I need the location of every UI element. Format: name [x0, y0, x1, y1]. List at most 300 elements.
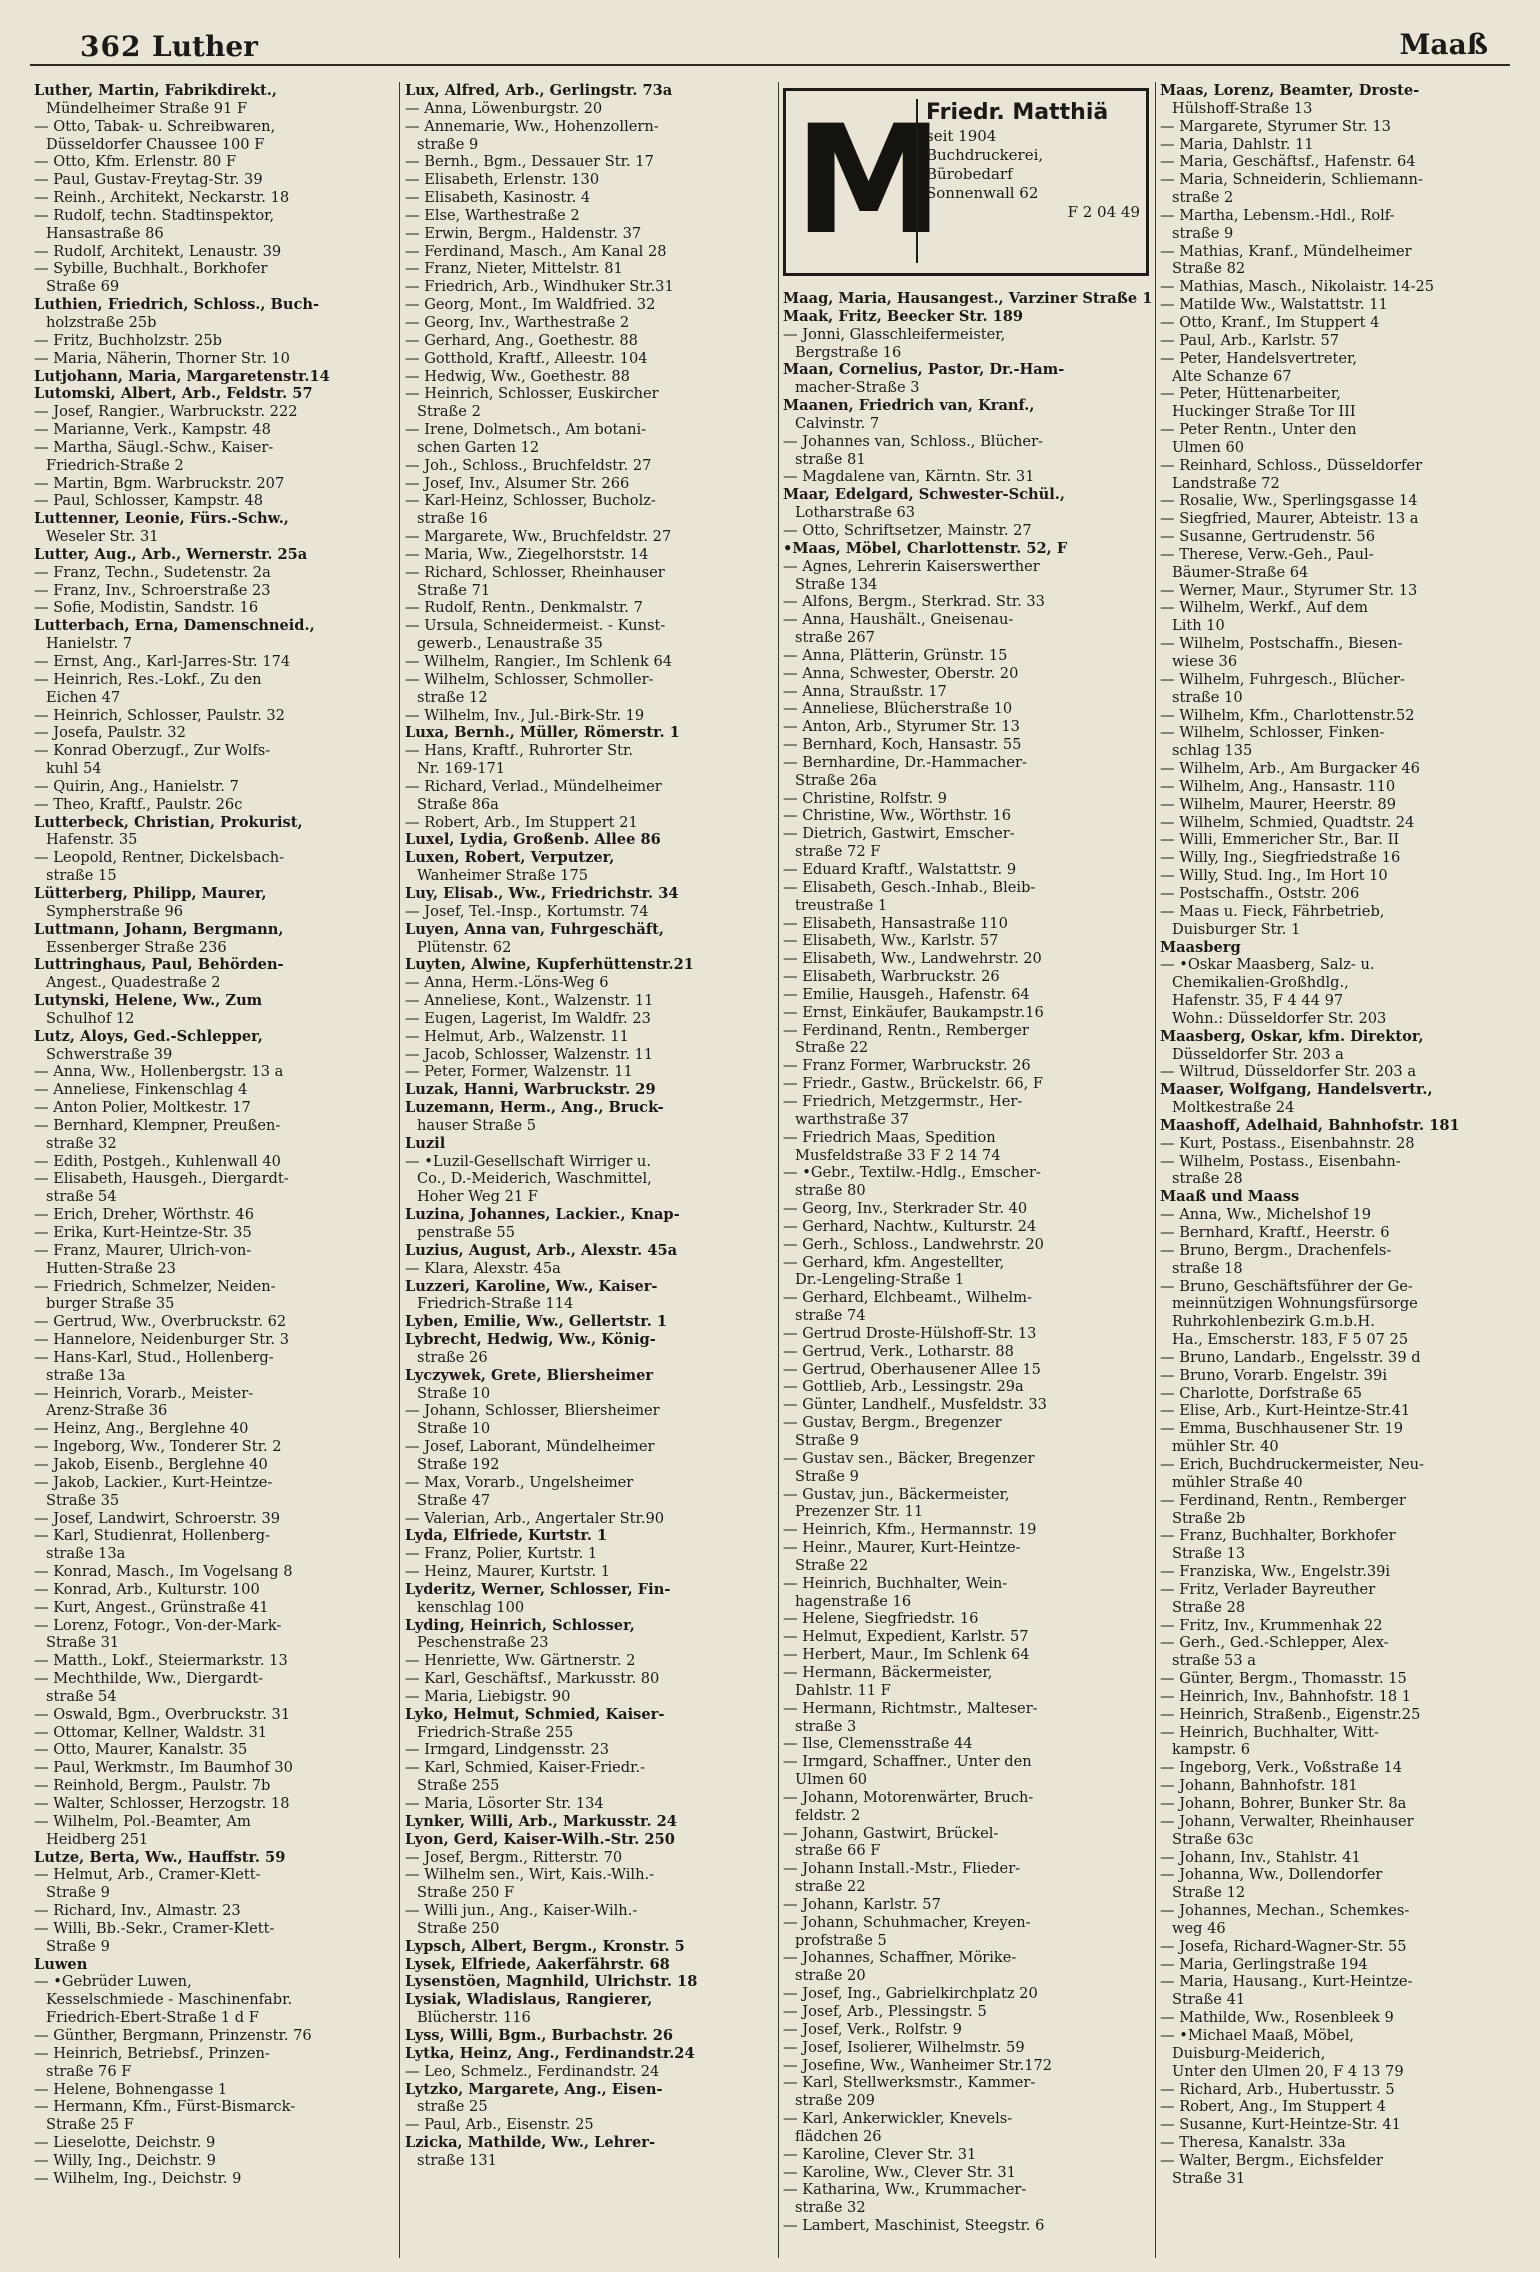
column-divider: [778, 82, 779, 2258]
directory-entry-line: Hafenstr. 35, F 4 44 97: [1172, 992, 1344, 1010]
directory-entry-line: — Richard, Verlad., Mündelheimer: [405, 777, 662, 795]
directory-entry-line: — Wilhelm, Postass., Eisenbahn-: [1160, 1152, 1401, 1170]
directory-entry-line: flädchen 26: [795, 2127, 882, 2145]
directory-entry-line: — Lieselotte, Deichstr. 9: [34, 2134, 216, 2152]
directory-entry-line: — Elisabeth, Hausgeh., Diergardt-: [34, 1170, 289, 1188]
directory-entry-line: Luzak, Hanni, Warbruckstr. 29: [405, 1081, 656, 1099]
directory-entry-line: — Ernst, Ang., Karl-Jarres-Str. 174: [34, 653, 291, 670]
directory-entry-line: — Josefa, Paulstr. 32: [34, 724, 186, 742]
directory-entry-line: Straße 192: [417, 1455, 500, 1473]
directory-entry-line: — Gottlieb, Arb., Lessingstr. 29a: [783, 1378, 1024, 1396]
directory-entry-line: — Otto, Tabak- u. Schreibwaren,: [34, 117, 276, 135]
directory-entry-line: — Bruno, Geschäftsführer der Ge-: [1160, 1277, 1413, 1295]
directory-entry-line: — Matilde Ww., Walstattstr. 11: [1160, 296, 1388, 314]
directory-entry-line: — Maria, Ww., Ziegelhorststr. 14: [405, 545, 649, 563]
directory-entry-line: Hoher Weg 21 F: [417, 1188, 538, 1206]
directory-entry-line: Maas, Lorenz, Beamter, Droste-: [1160, 82, 1420, 99]
directory-entry-line: — Irmgard, Schaffner., Unter den: [783, 1753, 1032, 1771]
directory-entry-line: — Franz, Buchhalter, Borkhofer: [1160, 1527, 1396, 1545]
directory-entry-line: Bäumer-Straße 64: [1172, 563, 1309, 581]
advertisement-box: [783, 88, 1149, 276]
directory-entry-line: — Gerhard, Ang., Goethestr. 88: [405, 331, 638, 349]
directory-entry-line: Ruhrkohlenbezirk G.m.b.H.: [1172, 1313, 1375, 1331]
directory-entry-line: straße 131: [417, 2151, 497, 2169]
directory-entry-line: — Johannes, Schaffner, Mörike-: [783, 1949, 1017, 1967]
directory-entry-line: — Franz Former, Warbruckstr. 26: [783, 1057, 1031, 1075]
directory-entry-line: straße 209: [795, 2092, 875, 2110]
directory-entry-line: — Franz, Inv., Schroerstraße 23: [34, 581, 271, 599]
directory-entry-line: — Johann, Karlstr. 57: [783, 1895, 941, 1913]
directory-entry-line: — Heinrich, Schlosser, Euskircher: [405, 385, 659, 403]
directory-entry-line: Düsseldorfer Chaussee 100 F: [46, 135, 265, 153]
directory-entry-line: straße 76 F: [46, 2062, 132, 2080]
directory-entry-line: — Reinh., Architekt, Neckarstr. 18: [34, 189, 290, 207]
directory-entry-line: — Willy, Ing., Deichstr. 9: [34, 2151, 216, 2169]
directory-entry-line: Straße 28: [1172, 1598, 1246, 1616]
directory-entry-line: •Maas, Möbel, Charlottenstr. 52, F: [783, 539, 1068, 557]
directory-entry-line: — Eduard Kraftf., Walstattstr. 9: [783, 861, 1017, 878]
directory-entry-line: — Kurt, Angest., Grünstraße 41: [34, 1598, 269, 1616]
directory-entry-line: — Bernh., Bgm., Dessauer Str. 17: [405, 153, 654, 171]
directory-entry-line: — Emilie, Hausgeh., Hafenstr. 64: [783, 985, 1030, 1003]
directory-entry-line: Heidberg 251: [46, 1830, 149, 1848]
directory-entry-line: straße 81: [795, 450, 866, 468]
directory-entry-line: Kesselschmiede - Maschinenfabr.: [46, 1991, 293, 2009]
directory-entry-line: Duisburger Str. 1: [1172, 920, 1301, 938]
directory-entry-line: — Therese, Verw.-Geh., Paul-: [1160, 545, 1374, 563]
directory-entry-line: — Johann, Inv., Stahlstr. 41: [1160, 1848, 1361, 1866]
directory-entry-line: — Johann, Verwalter, Rheinhauser: [1160, 1812, 1414, 1830]
directory-entry-line: Chemikalien-Großhdlg.,: [1172, 974, 1349, 992]
directory-entry-line: Dr.-Lengeling-Straße 1: [795, 1271, 965, 1289]
directory-entry-line: — Irmgard, Lindgensstr. 23: [405, 1741, 609, 1759]
directory-entry-line: Huckinger Straße Tor III: [1172, 403, 1356, 421]
directory-entry-line: Luyen, Anna van, Fuhrgeschäft,: [405, 920, 664, 938]
directory-entry-line: Maasberg: [1160, 938, 1241, 956]
running-head-right: Maaß: [1399, 28, 1488, 61]
directory-entry-line: — Ferdinand, Rentn., Remberger: [1160, 1491, 1406, 1509]
directory-entry-line: — Joh., Schloss., Bruchfeldstr. 27: [405, 456, 652, 474]
directory-entry-line: — Anna, Plätterin, Grünstr. 15: [783, 646, 1008, 664]
directory-entry-line: — Anneliese, Finkenschlag 4: [34, 1081, 248, 1099]
directory-entry-line: Luzius, August, Arb., Alexstr. 45a: [405, 1241, 678, 1259]
directory-entry-line: — Christine, Rolfstr. 9: [783, 789, 947, 807]
directory-entry-line: — Jonni, Glasschleifermeister,: [783, 325, 1006, 343]
directory-entry-line: — Hermann, Kfm., Fürst-Bismarck-: [34, 2098, 296, 2116]
directory-entry-line: — Willi jun., Ang., Kaiser-Wilh.-: [405, 1902, 638, 1920]
directory-entry-line: — Werner, Maur., Styrumer Str. 13: [1160, 581, 1418, 599]
directory-entry-line: straße 2: [1172, 189, 1234, 207]
directory-entry-line: — Ottomar, Kellner, Waldstr. 31: [34, 1723, 268, 1741]
directory-entry-line: Luyten, Alwine, Kupferhüttenstr.21: [405, 956, 694, 974]
directory-entry-line: Lypsch, Albert, Bergm., Kronstr. 5: [405, 1937, 685, 1955]
directory-entry-line: — Konrad, Masch., Im Vogelsang 8: [34, 1563, 293, 1581]
directory-entry-line: — Maria, Dahlstr. 11: [1160, 135, 1314, 153]
directory-entry-line: Maak, Fritz, Beecker Str. 189: [783, 307, 1024, 325]
directory-entry-line: — Paul, Arb., Karlstr. 57: [1160, 331, 1340, 349]
directory-entry-line: — Wiltrud, Düsseldorfer Str. 203 a: [1160, 1063, 1417, 1081]
directory-entry-line: Maag, Maria, Hausangest., Varziner Straße 1: [783, 290, 1153, 307]
directory-entry-line: — Elisabeth, Ww., Landwehrstr. 20: [783, 950, 1042, 968]
directory-entry-line: Straße 86a: [417, 795, 499, 813]
directory-entry-line: — Johanna, Ww., Dollendorfer: [1160, 1866, 1383, 1884]
directory-entry-line: — Heinrich, Betriebsf., Prinzen-: [34, 2044, 270, 2062]
directory-entry-line: — Max, Vorarb., Ungelsheimer: [405, 1473, 634, 1491]
directory-entry-line: — Karl, Geschäftsf., Markusstr. 80: [405, 1670, 660, 1688]
directory-entry-line: straße 26: [417, 1348, 488, 1366]
directory-entry-line: Luzina, Johannes, Lackier., Knap-: [405, 1206, 680, 1224]
directory-entry-line: — •Oskar Maasberg, Salz- u.: [1160, 956, 1375, 974]
directory-entry-line: Straße 10: [417, 1384, 491, 1402]
directory-entry-line: Hülshoff-Straße 13: [1172, 99, 1313, 117]
directory-entry-line: — Eugen, Lagerist, Im Waldfr. 23: [405, 1009, 651, 1027]
directory-entry-line: Lutomski, Albert, Arb., Feldstr. 57: [34, 385, 313, 403]
directory-entry-line: Ulmen 60: [1172, 438, 1245, 456]
directory-column-2: [405, 82, 775, 2258]
directory-entry-line: feldstr. 2: [795, 1806, 861, 1824]
directory-entry-line: straße 9: [1172, 224, 1234, 242]
directory-entry-line: Lybrecht, Hedwig, Ww., König-: [405, 1331, 656, 1349]
directory-entry-line: — Sybille, Buchhalt., Borkhofer: [34, 260, 268, 278]
directory-entry-line: kuhl 54: [46, 760, 102, 778]
directory-entry-line: — Gustav sen., Bäcker, Bregenzer: [783, 1449, 1035, 1467]
directory-entry-line: — Anna, Ww., Hollenbergstr. 13 a: [34, 1063, 284, 1081]
directory-entry-line: Straße 9: [795, 1432, 859, 1449]
directory-entry-line: straße 22: [795, 1878, 866, 1896]
directory-entry-line: — Elisabeth, Erlenstr. 130: [405, 171, 600, 189]
directory-entry-line: — Dietrich, Gastwirt, Emscher-: [783, 825, 1015, 843]
directory-entry-line: — Josef, Tel.-Insp., Kortumstr. 74: [405, 902, 649, 920]
directory-entry-line: Musfeldstraße 33 F 2 14 74: [795, 1146, 1001, 1164]
directory-entry-line: Lutz, Aloys, Ged.-Schlepper,: [34, 1027, 263, 1045]
directory-entry-line: Straße 2: [417, 403, 481, 421]
directory-entry-line: — Mathias, Masch., Nikolaistr. 14-25: [1160, 278, 1435, 296]
directory-entry-line: — Mechthilde, Ww., Diergardt-: [34, 1670, 264, 1688]
directory-entry-line: — Helmut, Arb., Walzenstr. 11: [405, 1027, 629, 1045]
directory-entry-line: Alte Schanze 67: [1172, 367, 1292, 385]
directory-entry-line: — Anneliese, Blücherstraße 10: [783, 700, 1013, 718]
directory-entry-line: Straße 82: [1172, 260, 1246, 278]
directory-entry-line: — Wilhelm, Ang., Hansastr. 110: [1160, 777, 1396, 795]
directory-entry-line: meinnützigen Wohnungsfürsorge: [1172, 1295, 1418, 1313]
directory-entry-line: — Peter, Hüttenarbeiter,: [1160, 385, 1341, 403]
directory-entry-line: Lysiak, Wladislaus, Rangierer,: [405, 1991, 653, 2009]
directory-entry-line: — Maria, Schneiderin, Schliemann-: [1160, 171, 1423, 189]
directory-entry-line: Luthien, Friedrich, Schloss., Buch-: [34, 296, 320, 314]
directory-entry-line: Wohn.: Düsseldorfer Str. 203: [1172, 1009, 1387, 1027]
directory-entry-line: — Christine, Ww., Wörthstr. 16: [783, 807, 1012, 825]
directory-entry-line: — Georg, Mont., Im Waldfried. 32: [405, 296, 656, 314]
directory-entry-line: holzstraße 25b: [46, 313, 157, 331]
directory-entry-line: — Heinrich, Kfm., Hermannstr. 19: [783, 1521, 1037, 1539]
directory-entry-line: Lyko, Helmut, Schmied, Kaiser-: [405, 1705, 665, 1723]
directory-entry-line: — Gerhard, kfm. Angestellter,: [783, 1253, 1005, 1271]
directory-entry-line: — Gertrud, Ww., Overbruckstr. 62: [34, 1313, 287, 1331]
directory-entry-line: — Wilhelm, Fuhrgesch., Blücher-: [1160, 670, 1405, 688]
directory-entry-line: — Bruno, Landarb., Engelsstr. 39 d: [1160, 1348, 1421, 1366]
directory-entry-line: Maashoff, Adelhaid, Bahnhofstr. 181: [1160, 1116, 1460, 1134]
directory-entry-line: Prezenzer Str. 11: [795, 1503, 924, 1521]
directory-entry-line: — Elise, Arb., Kurt-Heintze-Str.41: [1160, 1402, 1411, 1420]
directory-entry-line: — Johann, Schuhmacher, Kreyen-: [783, 1913, 1031, 1931]
directory-entry-line: treustraße 1: [795, 896, 888, 914]
directory-entry-line: — Hermann, Bäckermeister,: [783, 1663, 993, 1681]
directory-entry-line: — •Michael Maaß, Möbel,: [1160, 2026, 1355, 2044]
directory-entry-line: — Gustav, Bergm., Bregenzer: [783, 1414, 1002, 1432]
directory-entry-line: — Otto, Kfm. Erlenstr. 80 F: [34, 153, 237, 171]
directory-entry-line: — Franziska, Ww., Engelstr.39i: [1160, 1563, 1391, 1581]
directory-entry-line: — Leopold, Rentner, Dickelsbach-: [34, 849, 285, 867]
directory-entry-line: — Gertrud, Verk., Lotharstr. 88: [783, 1342, 1014, 1360]
directory-entry-line: — Alfons, Bergm., Sterkrad. Str. 33: [783, 593, 1045, 611]
directory-entry-line: — Günter, Bergm., Thomasstr. 15: [1160, 1670, 1407, 1688]
directory-entry-line: Lutterbeck, Christian, Prokurist,: [34, 813, 303, 831]
directory-entry-line: macher-Straße 3: [795, 379, 920, 397]
directory-entry-line: straße 12: [417, 688, 488, 706]
directory-entry-line: straße 18: [1172, 1259, 1243, 1277]
directory-entry-line: Lysek, Elfriede, Aakerfährstr. 68: [405, 1955, 670, 1973]
directory-entry-line: — Robert, Ang., Im Stuppert 4: [1160, 2098, 1386, 2116]
directory-entry-line: — Karoline, Clever Str. 31: [783, 2145, 977, 2163]
directory-entry-line: straße 13a: [46, 1545, 126, 1563]
directory-entry-line: — Elisabeth, Gesch.-Inhab., Bleib-: [783, 878, 1036, 896]
directory-entry-line: straße 10: [1172, 688, 1243, 706]
directory-entry-line: — Johann Install.-Mstr., Flieder-: [783, 1860, 1021, 1878]
directory-entry-line: — Johann, Bohrer, Bunker Str. 8a: [1160, 1795, 1407, 1812]
directory-entry-line: — Charlotte, Dorfstraße 65: [1160, 1384, 1363, 1402]
directory-entry-line: straße 25: [417, 2098, 488, 2116]
directory-entry-line: Lutze, Berta, Ww., Hauffstr. 59: [34, 1848, 286, 1866]
directory-entry-line: Ha., Emscherstr. 183, F 5 07 25: [1172, 1331, 1409, 1349]
directory-entry-line: kenschlag 100: [417, 1598, 525, 1616]
directory-entry-line: kampstr. 6: [1172, 1741, 1251, 1759]
directory-entry-line: — Karoline, Ww., Clever Str. 31: [783, 2163, 1016, 2181]
directory-entry-line: Friedrich-Straße 255: [417, 1723, 574, 1741]
directory-entry-line: Lux, Alfred, Arb., Gerlingstr. 73a: [405, 82, 673, 99]
directory-entry-line: Straße 63c: [1172, 1830, 1254, 1848]
directory-entry-line: straße 20: [795, 1967, 866, 1985]
directory-entry-line: — Rudolf, Rentn., Denkmalstr. 7: [405, 599, 643, 617]
directory-entry-line: — Franz, Maurer, Ulrich-von-: [34, 1241, 252, 1259]
directory-entry-line: — Helmut, Expedient, Karlstr. 57: [783, 1628, 1029, 1646]
directory-entry-line: warthstraße 37: [795, 1110, 910, 1128]
directory-entry-line: Maaser, Wolfgang, Handelsvertr.,: [1160, 1081, 1433, 1099]
directory-entry-line: — Agnes, Lehrerin Kaiserswerther: [783, 557, 1040, 575]
directory-entry-line: — Ursula, Schneidermeist. - Kunst-: [405, 617, 666, 635]
directory-entry-line: — Johann, Bahnhofstr. 181: [1160, 1777, 1358, 1795]
directory-entry-line: Lyben, Emilie, Ww., Gellertstr. 1: [405, 1313, 668, 1331]
directory-entry-line: — Gustav, jun., Bäckermeister,: [783, 1485, 1010, 1503]
directory-entry-line: Bergstraße 16: [795, 343, 902, 361]
directory-entry-line: mühler Str. 40: [1172, 1438, 1279, 1456]
directory-entry-line: Wanheimer Straße 175: [417, 867, 589, 885]
directory-entry-line: Schwerstraße 39: [46, 1045, 173, 1063]
directory-entry-line: straße 74: [795, 1307, 866, 1325]
directory-entry-line: — Georg, Inv., Sterkrader Str. 40: [783, 1200, 1028, 1218]
directory-entry-line: wiese 36: [1172, 653, 1238, 670]
directory-entry-line: — Heinz, Maurer, Kurtstr. 1: [405, 1563, 611, 1581]
directory-entry-line: — Paul, Arb., Eisenstr. 25: [405, 2116, 594, 2134]
directory-entry-line: Luzzeri, Karoline, Ww., Kaiser-: [405, 1277, 658, 1295]
directory-entry-line: — Anton, Arb., Styrumer Str. 13: [783, 718, 1020, 736]
directory-entry-line: — Reinhold, Bergm., Paulstr. 7b: [34, 1777, 271, 1795]
ad-line: seit 1904: [926, 127, 997, 145]
directory-entry-line: Lutter, Aug., Arb., Wernerstr. 25a: [34, 545, 308, 563]
directory-entry-line: Maasberg, Oskar, kfm. Direktor,: [1160, 1027, 1424, 1045]
directory-entry-line: — Friedrich, Metzgermstr., Her-: [783, 1092, 1023, 1110]
directory-entry-line: Hutten-Straße 23: [46, 1259, 176, 1277]
directory-entry-line: — Josef, Ing., Gabrielkirchplatz 20: [783, 1985, 1038, 2003]
directory-entry-line: — Erika, Kurt-Heintze-Str. 35: [34, 1224, 252, 1241]
directory-entry-line: — Gerh., Ged.-Schlepper, Alex-: [1160, 1634, 1389, 1652]
directory-entry-line: — Karl, Stellwerksmstr., Kammer-: [783, 2074, 1036, 2092]
directory-entry-line: Straße 250: [417, 1919, 500, 1937]
directory-entry-line: — Ingeborg, Ww., Tonderer Str. 2: [34, 1438, 282, 1456]
directory-entry-line: — Josef, Bergm., Ritterstr. 70: [405, 1848, 623, 1866]
directory-entry-line: — Johannes van, Schloss., Blücher-: [783, 432, 1043, 450]
directory-entry-line: — Reinhard, Schloss., Düsseldorfer: [1160, 456, 1423, 474]
directory-entry-line: — Paul, Schlosser, Kampstr. 48: [34, 492, 264, 510]
directory-entry-line: — Johann, Motorenwärter, Bruch-: [783, 1788, 1034, 1806]
ad-divider: [916, 99, 918, 263]
ad-company-name: Friedr. Matthiä: [926, 100, 1109, 125]
directory-entry-line: — Maria, Näherin, Thorner Str. 10: [34, 349, 290, 367]
directory-entry-line: — Josef, Verk., Rolfstr. 9: [783, 2020, 962, 2038]
directory-entry-line: straße 53 a: [1172, 1652, 1256, 1670]
directory-entry-line: — Mathias, Kranf., Mündelheimer: [1160, 242, 1412, 260]
directory-entry-line: — Heinrich, Vorarb., Meister-: [34, 1384, 254, 1402]
directory-entry-line: Straße 255: [417, 1777, 500, 1795]
directory-entry-line: — Walter, Schlosser, Herzogstr. 18: [34, 1795, 290, 1812]
directory-entry-line: — Bernhardine, Dr.-Hammacher-: [783, 753, 1027, 771]
directory-entry-line: — Robert, Arb., Im Stuppert 21: [405, 813, 638, 831]
directory-entry-line: — Theo, Kraftf., Paulstr. 26c: [34, 795, 243, 813]
directory-entry-line: — Richard, Arb., Hubertusstr. 5: [1160, 2080, 1395, 2098]
directory-entry-line: straße 72 F: [795, 843, 881, 861]
directory-entry-line: Hansastraße 86: [46, 224, 164, 242]
directory-entry-line: — Karl-Heinz, Schlosser, Bucholz-: [405, 492, 656, 510]
directory-entry-line: — Konrad, Arb., Kulturstr. 100: [34, 1580, 260, 1598]
directory-entry-line: Luzemann, Herm., Ang., Bruck-: [405, 1099, 664, 1117]
directory-entry-line: — Richard, Schlosser, Rheinhauser: [405, 563, 665, 581]
directory-entry-line: Lytka, Heinz, Ang., Ferdinandstr.24: [405, 2044, 695, 2062]
directory-entry-line: penstraße 55: [417, 1224, 516, 1241]
directory-entry-line: straße 54: [46, 1687, 117, 1705]
directory-entry-line: Friedrich-Straße 114: [417, 1295, 574, 1313]
directory-entry-line: — Ingeborg, Verk., Voßstraße 14: [1160, 1759, 1403, 1777]
directory-entry-line: Mündelheimer Straße 91 F: [46, 99, 248, 117]
directory-entry-line: — Gertrud, Oberhausener Allee 15: [783, 1360, 1041, 1378]
directory-entry-line: — Maria, Gerlingstraße 194: [1160, 1955, 1368, 1973]
directory-entry-line: — Magdalene van, Kärntn. Str. 31: [783, 468, 1035, 486]
directory-entry-line: — Anna, Haushält., Gneisenau-: [783, 611, 1014, 629]
directory-entry-line: — Elisabeth, Warbruckstr. 26: [783, 968, 1000, 986]
directory-entry-line: Landstraße 72: [1172, 474, 1280, 492]
directory-entry-line: — Jakob, Eisenb., Berglehne 40: [34, 1455, 268, 1473]
directory-entry-line: — Friedrich, Schmelzer, Neiden-: [34, 1277, 276, 1295]
directory-entry-line: Calvinstr. 7: [795, 414, 880, 432]
directory-entry-line: — Annemarie, Ww., Hohenzollern-: [405, 117, 659, 135]
directory-entry-line: — Valerian, Arb., Angertaler Str.90: [405, 1509, 665, 1527]
directory-entry-line: — Maria, Liebigstr. 90: [405, 1687, 571, 1705]
directory-entry-line: — Edith, Postgeh., Kuhlenwall 40: [34, 1152, 281, 1170]
directory-entry-line: Maar, Edelgard, Schwester-Schül.,: [783, 486, 1065, 504]
directory-entry-line: Duisburg-Meiderich,: [1172, 2044, 1326, 2062]
running-head-left: Luther: [152, 30, 258, 63]
directory-entry-line: Arenz-Straße 36: [46, 1402, 168, 1420]
directory-entry-line: Maanen, Friedrich van, Kranf.,: [783, 397, 1035, 415]
directory-entry-line: — Lorenz, Fotogr., Von-der-Mark-: [34, 1616, 282, 1634]
directory-entry-line: — Anna, Herm.-Löns-Weg 6: [405, 974, 609, 992]
directory-entry-line: Luxa, Bernh., Müller, Römerstr. 1: [405, 724, 680, 742]
directory-entry-line: — Hannelore, Neidenburger Str. 3: [34, 1331, 289, 1349]
directory-entry-line: — Josef, Landwirt, Schroerstr. 39: [34, 1509, 281, 1527]
directory-entry-line: — Wilhelm, Schmied, Quadtstr. 24: [1160, 813, 1415, 831]
directory-entry-line: straße 13a: [46, 1366, 126, 1384]
directory-entry-line: Lith 10: [1172, 617, 1225, 635]
directory-entry-line: — Hedwig, Ww., Goethestr. 88: [405, 367, 630, 385]
directory-entry-line: Straße 13: [1172, 1545, 1246, 1563]
directory-entry-line: straße 66 F: [795, 1842, 881, 1860]
directory-entry-line: — Günter, Landhelf., Musfeldstr. 33: [783, 1396, 1047, 1414]
directory-entry-line: gewerb., Lenaustraße 35: [417, 635, 603, 653]
directory-entry-line: — Helene, Bohnengasse 1: [34, 2080, 228, 2098]
directory-entry-line: Luwen: [34, 1955, 88, 1973]
directory-entry-line: — Heinr., Maurer, Kurt-Heintze-: [783, 1539, 1021, 1557]
directory-entry-line: — Heinrich, Buchhalter, Witt-: [1160, 1723, 1379, 1741]
directory-entry-line: Straße 9: [46, 1937, 110, 1955]
directory-entry-line: Straße 41: [1172, 1991, 1246, 2009]
ad-line: Buchdruckerei,: [926, 146, 1044, 164]
directory-entry-line: — Johann, Schlosser, Bliersheimer: [405, 1402, 660, 1420]
directory-column-1: [34, 82, 394, 2258]
directory-entry-line: Lynker, Willi, Arb., Markusstr. 24: [405, 1812, 677, 1830]
directory-entry-line: — Maria, Geschäftsf., Hafenstr. 64: [1160, 153, 1416, 171]
directory-entry-line: Düsseldorfer Str. 203 a: [1172, 1045, 1344, 1063]
directory-entry-line: Moltkestraße 24: [1172, 1099, 1295, 1117]
directory-entry-line: Luzil: [405, 1134, 446, 1152]
directory-entry-line: — Martha, Säugl.-Schw., Kaiser-: [34, 438, 274, 456]
column-divider: [399, 82, 400, 2258]
directory-entry-line: — Wilhelm, Postschaffn., Biesen-: [1160, 635, 1403, 653]
directory-entry-line: straße 9: [417, 135, 479, 153]
directory-entry-line: — Margarete, Ww., Bruchfeldstr. 27: [405, 528, 672, 546]
directory-entry-line: — Otto, Maurer, Kanalstr. 35: [34, 1741, 248, 1759]
directory-entry-line: — Anna, Straußstr. 17: [783, 682, 947, 700]
directory-entry-line: Co., D.-Meiderich, Waschmittel,: [417, 1170, 652, 1188]
directory-entry-line: — Siegfried, Maurer, Abteistr. 13 a: [1160, 510, 1419, 528]
directory-entry-line: — Wilhelm, Werkf., Auf dem: [1160, 599, 1368, 617]
directory-entry-line: — Sofie, Modistin, Sandstr. 16: [34, 599, 259, 617]
directory-entry-line: straße 3: [795, 1717, 857, 1735]
directory-entry-line: — Wilhelm sen., Wirt, Kais.-Wilh.-: [405, 1866, 655, 1884]
directory-entry-line: — Susanne, Kurt-Heintze-Str. 41: [1160, 2116, 1401, 2134]
directory-entry-line: — Jacob, Schlosser, Walzenstr. 11: [405, 1045, 654, 1063]
directory-entry-line: Lyderitz, Werner, Schlosser, Fin-: [405, 1580, 671, 1598]
directory-entry-line: — Anton Polier, Moltkestr. 17: [34, 1099, 251, 1117]
directory-entry-line: — Wilhelm, Kfm., Charlottenstr.52: [1160, 706, 1415, 724]
directory-entry-line: Luttringhaus, Paul, Behörden-: [34, 956, 284, 974]
directory-entry-line: Straße 10: [417, 1420, 491, 1438]
directory-entry-line: straße 32: [46, 1134, 117, 1152]
directory-entry-line: Straße 25 F: [46, 2116, 134, 2134]
directory-entry-line: Straße 69: [46, 278, 120, 296]
ad-line: Bürobedarf: [926, 165, 1013, 183]
directory-entry-line: — Franz, Nieter, Mittelstr. 81: [405, 260, 623, 278]
directory-entry-line: — Anna, Schwester, Oberstr. 20: [783, 664, 1019, 682]
directory-entry-line: — Bernhard, Kraftf., Heerstr. 6: [1160, 1224, 1390, 1241]
directory-entry-line: Essenberger Straße 236: [46, 938, 227, 956]
